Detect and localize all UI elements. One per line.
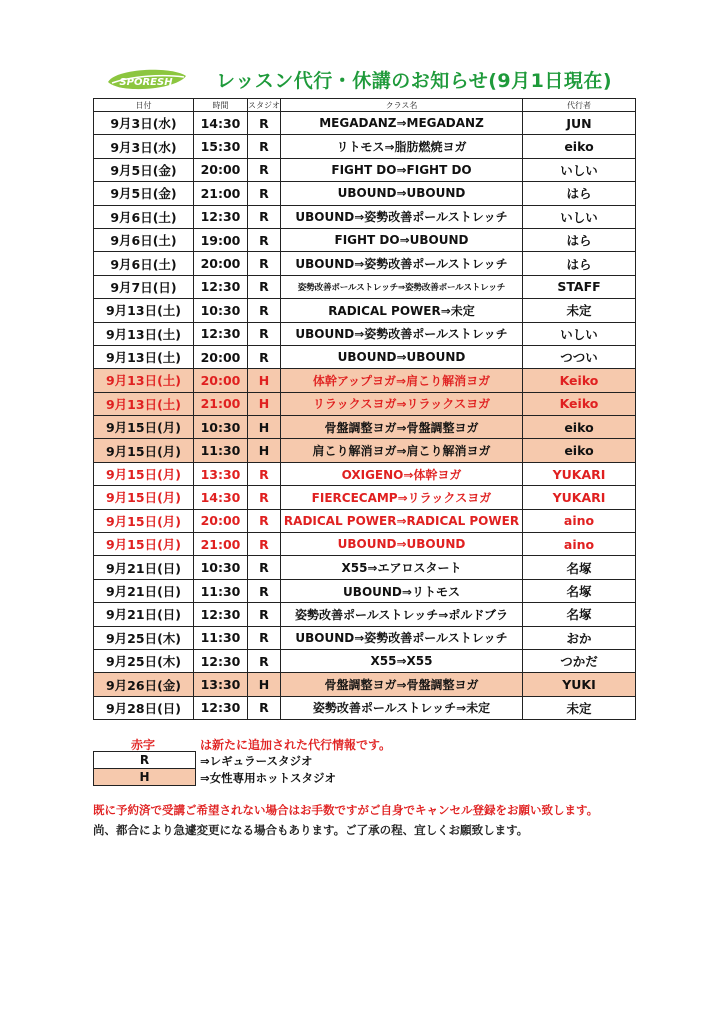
studio-cell: R <box>248 345 281 368</box>
studio-cell: H <box>248 392 281 415</box>
substitute-cell: aino <box>523 509 636 532</box>
table-row <box>94 182 636 205</box>
class-cell: RADICAL POWER⇒未定 <box>281 299 523 322</box>
class-cell: X55⇒エアロスタート <box>281 556 523 579</box>
date-cell: 9月25日(木) <box>94 649 194 672</box>
table-row <box>94 205 636 228</box>
date-cell: 9月15日(月) <box>94 416 194 439</box>
time-cell: 12:30 <box>194 696 248 719</box>
legend-h-description: ⇒女性専用ホットスタジオ <box>200 771 337 785</box>
time-cell: 21:00 <box>194 182 248 205</box>
studio-cell: H <box>248 369 281 392</box>
class-cell: FIGHT DO⇒UBOUND <box>281 228 523 251</box>
date-cell: 9月13日(土) <box>94 322 194 345</box>
studio-cell: R <box>248 649 281 672</box>
table-row <box>94 228 636 251</box>
table-row <box>94 112 636 135</box>
studio-cell: H <box>248 416 281 439</box>
studio-cell: R <box>248 579 281 602</box>
schedule-table <box>93 98 636 720</box>
substitute-cell: おか <box>523 626 636 649</box>
substitute-cell: JUN <box>523 112 636 135</box>
class-cell: 姿勢改善ポールストレッチ⇒未定 <box>281 696 523 719</box>
time-cell: 15:30 <box>194 135 248 158</box>
class-cell: MEGADANZ⇒MEGADANZ <box>281 112 523 135</box>
time-cell: 13:30 <box>194 673 248 696</box>
substitute-cell: 名塚 <box>523 579 636 602</box>
class-cell: OXIGENO⇒体幹ヨガ <box>281 462 523 485</box>
class-cell: 姿勢改善ポールストレッチ⇒姿勢改善ポールストレッチ <box>281 275 523 298</box>
time-cell: 21:00 <box>194 533 248 556</box>
class-cell: UBOUND⇒UBOUND <box>281 182 523 205</box>
column-header-studio: スタジオ <box>248 100 280 110</box>
column-header-time: 時間 <box>194 99 248 112</box>
table-row <box>94 416 636 439</box>
studio-cell: R <box>248 322 281 345</box>
table-row <box>94 486 636 509</box>
legend-row-regular <box>94 752 196 769</box>
date-cell: 9月7日(日) <box>94 275 194 298</box>
table-row <box>94 533 636 556</box>
class-cell: RADICAL POWER⇒RADICAL POWER <box>281 509 523 532</box>
table-row <box>94 322 636 345</box>
substitute-cell: aino <box>523 533 636 556</box>
class-cell: UBOUND⇒姿勢改善ポールストレッチ <box>281 252 523 275</box>
substitute-cell: いしい <box>523 158 636 181</box>
time-cell: 10:30 <box>194 416 248 439</box>
studio-cell: R <box>248 509 281 532</box>
time-cell: 11:30 <box>194 626 248 649</box>
class-cell: リラックスヨガ⇒リラックスヨガ <box>281 392 523 415</box>
time-cell: 12:30 <box>194 649 248 672</box>
class-cell: UBOUND⇒リトモス <box>281 579 523 602</box>
substitute-cell: いしい <box>523 322 636 345</box>
studio-cell: R <box>248 533 281 556</box>
date-cell: 9月13日(土) <box>94 369 194 392</box>
time-cell: 20:00 <box>194 158 248 181</box>
sporesh-logo <box>102 68 188 92</box>
substitute-cell: いしい <box>523 205 636 228</box>
legend-red-description: は新たに追加された代行情報です。 <box>200 738 392 752</box>
studio-cell: R <box>248 696 281 719</box>
studio-cell: R <box>248 299 281 322</box>
table-row <box>94 135 636 158</box>
class-cell: リトモス⇒脂肪燃焼ヨガ <box>281 135 523 158</box>
table-header-row <box>94 99 636 112</box>
studio-cell: H <box>248 439 281 462</box>
class-cell: UBOUND⇒姿勢改善ポールストレッチ <box>281 322 523 345</box>
class-cell: 骨盤調整ヨガ⇒骨盤調整ヨガ <box>281 673 523 696</box>
table-row <box>94 299 636 322</box>
table-row <box>94 649 636 672</box>
studio-cell: R <box>248 182 281 205</box>
time-cell: 12:30 <box>194 205 248 228</box>
column-header-date: 日付 <box>94 99 194 112</box>
substitute-cell: 名塚 <box>523 603 636 626</box>
legend-table <box>93 751 196 786</box>
table-row <box>94 603 636 626</box>
substitute-cell: YUKARI <box>523 462 636 485</box>
class-cell: 体幹アップヨガ⇒肩こり解消ヨガ <box>281 369 523 392</box>
substitute-cell: 未定 <box>523 299 636 322</box>
studio-cell: R <box>248 252 281 275</box>
studio-cell: R <box>248 603 281 626</box>
class-cell: 姿勢改善ポールストレッチ⇒ポルドブラ <box>281 603 523 626</box>
date-cell: 9月15日(月) <box>94 509 194 532</box>
time-cell: 11:30 <box>194 439 248 462</box>
date-cell: 9月5日(金) <box>94 182 194 205</box>
date-cell: 9月5日(金) <box>94 158 194 181</box>
time-cell: 14:30 <box>194 486 248 509</box>
class-cell: X55⇒X55 <box>281 649 523 672</box>
date-cell: 9月15日(月) <box>94 439 194 462</box>
table-row <box>94 696 636 719</box>
class-cell: FIERCECAMP⇒リラックスヨガ <box>281 486 523 509</box>
logo-text: SPORESH <box>119 77 173 88</box>
time-cell: 14:30 <box>194 112 248 135</box>
time-cell: 20:00 <box>194 252 248 275</box>
legend-red-label: 赤字 <box>131 738 156 752</box>
studio-cell: R <box>248 112 281 135</box>
studio-cell: R <box>248 556 281 579</box>
table-row <box>94 556 636 579</box>
class-cell: 骨盤調整ヨガ⇒骨盤調整ヨガ <box>281 416 523 439</box>
substitute-cell: つかだ <box>523 649 636 672</box>
substitute-cell: STAFF <box>523 275 636 298</box>
studio-cell: R <box>248 275 281 298</box>
table-row <box>94 509 636 532</box>
date-cell: 9月13日(土) <box>94 392 194 415</box>
studio-cell: R <box>248 462 281 485</box>
substitute-cell: はら <box>523 182 636 205</box>
substitute-cell: Keiko <box>523 369 636 392</box>
date-cell: 9月6日(土) <box>94 228 194 251</box>
date-cell: 9月3日(水) <box>94 112 194 135</box>
date-cell: 9月15日(月) <box>94 533 194 556</box>
time-cell: 20:00 <box>194 509 248 532</box>
date-cell: 9月13日(土) <box>94 345 194 368</box>
page-header <box>100 64 660 96</box>
date-cell: 9月28日(日) <box>94 696 194 719</box>
class-cell: UBOUND⇒姿勢改善ポールストレッチ <box>281 626 523 649</box>
time-cell: 10:30 <box>194 299 248 322</box>
date-cell: 9月21日(日) <box>94 603 194 626</box>
table-row <box>94 626 636 649</box>
page-title: レッスン代行・休講のお知らせ(9月1日現在) <box>216 70 613 92</box>
date-cell: 9月13日(土) <box>94 299 194 322</box>
table-row <box>94 369 636 392</box>
table-row <box>94 275 636 298</box>
class-cell: UBOUND⇒姿勢改善ポールストレッチ <box>281 205 523 228</box>
change-notice: 尚、都合により急遽変更になる場合もあります。ご了承の程、宜しくお願致します。 <box>93 823 529 837</box>
legend-r-description: ⇒レギュラースタジオ <box>200 754 313 768</box>
date-cell: 9月21日(日) <box>94 556 194 579</box>
table-row <box>94 158 636 181</box>
table-row <box>94 392 636 415</box>
date-cell: 9月6日(土) <box>94 252 194 275</box>
substitute-cell: YUKARI <box>523 486 636 509</box>
table-row <box>94 462 636 485</box>
time-cell: 13:30 <box>194 462 248 485</box>
column-header-class: クラス名 <box>281 99 523 112</box>
date-cell: 9月26日(金) <box>94 673 194 696</box>
class-cell: 肩こり解消ヨガ⇒肩こり解消ヨガ <box>281 439 523 462</box>
studio-cell: R <box>248 228 281 251</box>
date-cell: 9月21日(日) <box>94 579 194 602</box>
time-cell: 21:00 <box>194 392 248 415</box>
studio-cell: H <box>248 673 281 696</box>
legend-r-label: R <box>94 752 196 769</box>
table-row <box>94 673 636 696</box>
substitute-cell: 名塚 <box>523 556 636 579</box>
time-cell: 12:30 <box>194 275 248 298</box>
time-cell: 12:30 <box>194 603 248 626</box>
substitute-cell: Keiko <box>523 392 636 415</box>
studio-cell: R <box>248 205 281 228</box>
studio-cell: R <box>248 158 281 181</box>
date-cell: 9月25日(木) <box>94 626 194 649</box>
time-cell: 10:30 <box>194 556 248 579</box>
time-cell: 19:00 <box>194 228 248 251</box>
table-row <box>94 345 636 368</box>
substitute-cell: 未定 <box>523 696 636 719</box>
studio-cell: R <box>248 135 281 158</box>
studio-cell: R <box>248 486 281 509</box>
substitute-cell: YUKI <box>523 673 636 696</box>
table-row <box>94 252 636 275</box>
substitute-cell: はら <box>523 252 636 275</box>
time-cell: 11:30 <box>194 579 248 602</box>
column-header-substitute: 代行者 <box>523 99 636 112</box>
table-row <box>94 439 636 462</box>
class-cell: UBOUND⇒UBOUND <box>281 533 523 556</box>
substitute-cell: はら <box>523 228 636 251</box>
date-cell: 9月6日(土) <box>94 205 194 228</box>
legend-h-label: H <box>94 769 196 786</box>
time-cell: 20:00 <box>194 345 248 368</box>
studio-cell: R <box>248 626 281 649</box>
date-cell: 9月15日(月) <box>94 486 194 509</box>
time-cell: 20:00 <box>194 369 248 392</box>
legend-row-hot <box>94 769 196 786</box>
date-cell: 9月3日(水) <box>94 135 194 158</box>
class-cell: UBOUND⇒UBOUND <box>281 345 523 368</box>
substitute-cell: eiko <box>523 416 636 439</box>
substitute-cell: つつい <box>523 345 636 368</box>
time-cell: 12:30 <box>194 322 248 345</box>
class-cell: FIGHT DO⇒FIGHT DO <box>281 158 523 181</box>
substitute-cell: eiko <box>523 439 636 462</box>
substitute-cell: eiko <box>523 135 636 158</box>
cancellation-notice: 既に予約済で受講ご希望されない場合はお手数ですがご自身でキャンセル登録をお願い致します。 <box>93 803 599 817</box>
date-cell: 9月15日(月) <box>94 462 194 485</box>
table-row <box>94 579 636 602</box>
